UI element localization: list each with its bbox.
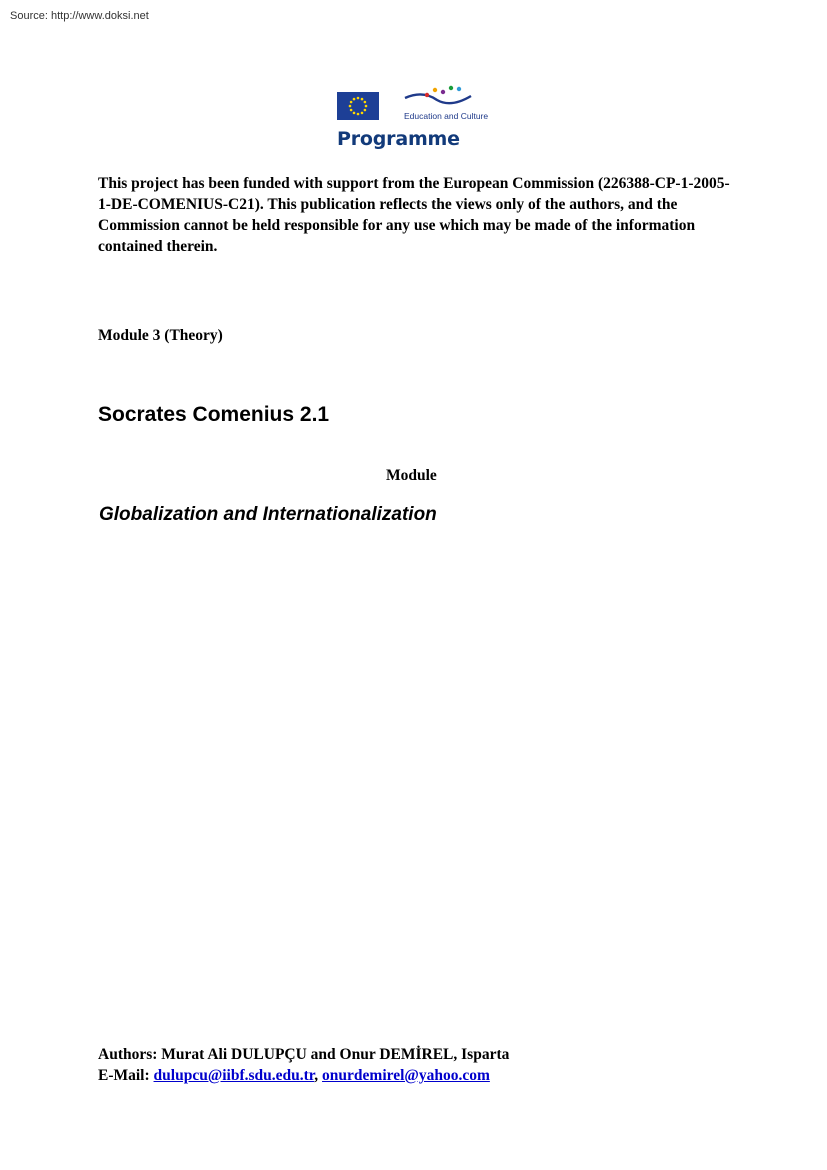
logo-title: Programme <box>337 128 460 150</box>
authors-block <box>98 1044 738 1086</box>
email-separator: , <box>314 1067 319 1084</box>
email-label: E-Mail: <box>98 1067 150 1084</box>
email-link-dulupcu[interactable]: dulupcu@iibf.sdu.edu.tr <box>153 1067 315 1084</box>
module-label: Module 3 (Theory) <box>98 327 223 344</box>
eu-flag-icon <box>337 92 379 120</box>
programme-logo <box>337 82 497 154</box>
email-line <box>98 1065 738 1086</box>
document-title: Socrates Comenius 2.1 <box>98 403 330 426</box>
module-subtitle: Globalization and Internationalization <box>99 504 437 525</box>
module-heading: Module <box>386 467 437 484</box>
funding-disclaimer: This project has been funded with support from the European Commission (226388-CP-1-2005-1-DE-COMENIUS-C21). This publication reflects the views only of the authors, and the Commission cannot be held responsible for any use which may be made of the information contained therein. <box>98 175 730 255</box>
email-link-onurdemirel[interactable]: onurdemirel@yahoo.com <box>322 1067 490 1084</box>
source-url: Source: http://www.doksi.net <box>10 10 149 22</box>
logo-subtitle: Education and Culture <box>404 111 489 121</box>
education-culture-swoosh-icon <box>403 84 473 110</box>
authors-line: Authors: Murat Ali DULUPÇU and Onur DEMİREL, Isparta <box>98 1046 510 1063</box>
